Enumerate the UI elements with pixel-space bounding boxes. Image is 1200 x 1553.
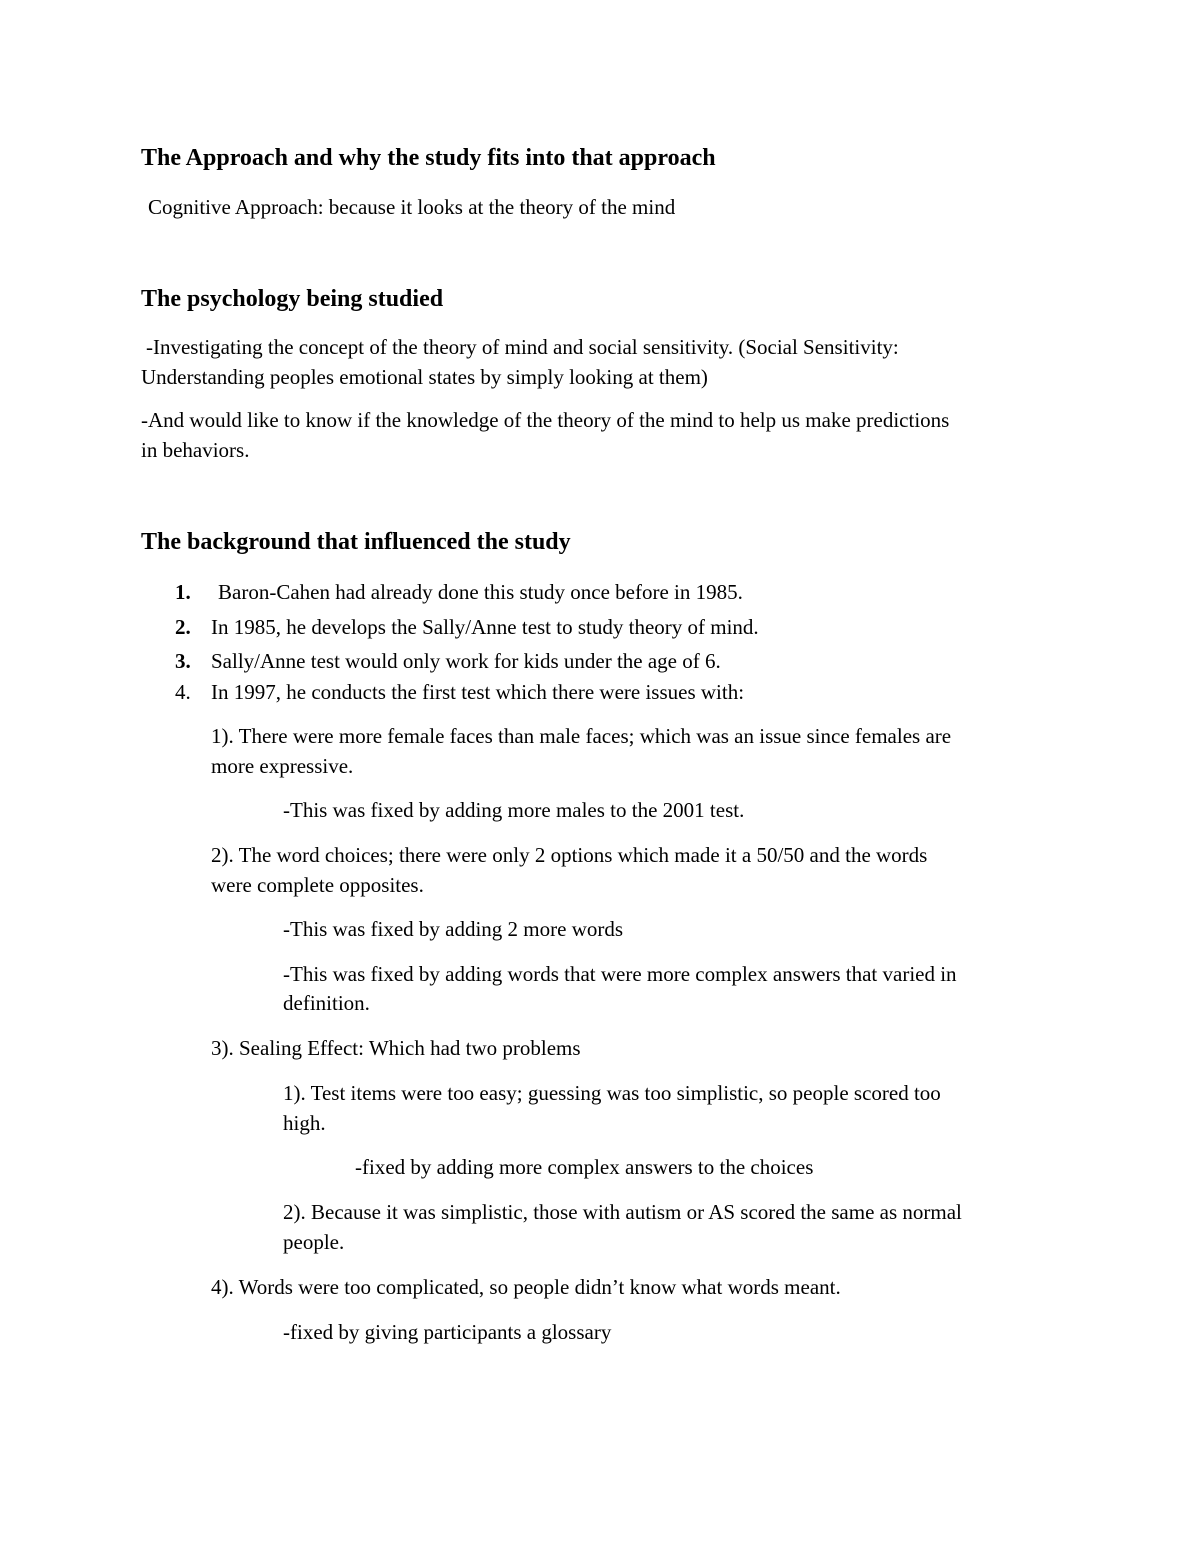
list-item-text: Sally/Anne test would only work for kids under the age of 6.: [211, 649, 721, 673]
heading-background: The background that influenced the study: [141, 529, 571, 555]
psychology-paragraph-1-line-1: -Investigating the concept of the theory of mind and social sensitivity. (Social Sensitivity:: [146, 335, 899, 359]
list-number: 3.: [175, 649, 191, 673]
issue-1-line-2: more expressive.: [211, 754, 354, 778]
issue-2-fix-2-line-2: definition.: [283, 991, 370, 1015]
issue-3-sub-1-line-2: high.: [283, 1111, 326, 1135]
psychology-paragraph-2-line-2: in behaviors.: [141, 438, 250, 462]
issue-1-fix: -This was fixed by adding more males to the 2001 test.: [283, 798, 745, 822]
issue-2-fix-2-line-1: -This was fixed by adding words that were more complex answers that varied in: [283, 962, 957, 986]
heading-psychology: The psychology being studied: [141, 286, 444, 312]
issue-3-sub-1-line-1: 1). Test items were too easy; guessing was too simplistic, so people scored too: [283, 1081, 941, 1105]
psychology-paragraph-1-line-2: Understanding peoples emotional states by simply looking at them): [141, 365, 708, 389]
list-number: 4.: [175, 680, 191, 704]
issue-2-line-1: 2). The word choices; there were only 2 options which made it a 50/50 and the words: [211, 843, 928, 867]
approach-text: Cognitive Approach: because it looks at the theory of the mind: [148, 195, 676, 219]
psychology-paragraph-2-line-1: -And would like to know if the knowledge of the theory of the mind to help us make predictions: [141, 408, 950, 432]
issue-2-fix-1: -This was fixed by adding 2 more words: [283, 917, 624, 941]
list-number: 1.: [175, 580, 191, 604]
issue-4-fix: -fixed by giving participants a glossary: [283, 1320, 612, 1344]
issue-4: 4). Words were too complicated, so people didn’t know what words meant.: [211, 1275, 841, 1299]
issue-3: 3). Sealing Effect: Which had two problems: [211, 1036, 581, 1060]
issue-3-sub-2-line-1: 2). Because it was simplistic, those with autism or AS scored the same as normal: [283, 1200, 962, 1224]
list-item-text: In 1985, he develops the Sally/Anne test to study theory of mind.: [211, 615, 759, 639]
issue-2-line-2: were complete opposites.: [211, 873, 424, 897]
issue-1-line-1: 1). There were more female faces than male faces; which was an issue since females are: [211, 724, 952, 748]
list-item-text: Baron-Cahen had already done this study once before in 1985.: [218, 580, 743, 604]
list-number: 2.: [175, 615, 191, 639]
list-item-text: In 1997, he conducts the first test which there were issues with:: [211, 680, 745, 704]
issue-3-sub-2-line-2: people.: [283, 1230, 345, 1254]
heading-approach: The Approach and why the study fits into that approach: [141, 145, 716, 171]
issue-3-sub-1-fix: -fixed by adding more complex answers to the choices: [355, 1155, 814, 1179]
